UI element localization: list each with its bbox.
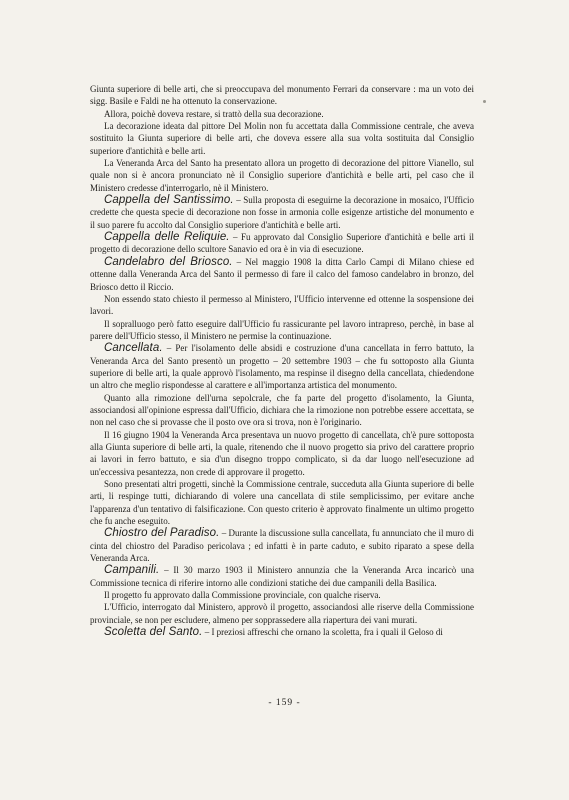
paragraph: Giunta superiore di belle arti, che si preoccupava del monumento Ferrari da conservare : ma un voto dei sigg. Basile e Faldi ne ha ottenuto la conservazione. [90, 84, 474, 107]
paragraph: Sono presentati altri progetti, sinchè la Commissione centrale, succeduta alla Giunta superiore di belle arti, li respinge tutti, dichiarando di volere una cancellata di stile semplicissimo, per evitare anche l'apparenza d'un tentativo di falsificazione. Con questo criterio è approvato finalmente un ultimo progetto che fu anche eseguito. [90, 479, 474, 527]
paragraph: Scoletta del Santo. – I preziosi affreschi che ornano la scoletta, fra i quali il Geloso di [104, 626, 443, 639]
paragraph: La decorazione ideata dal pittore Del Molin non fu accettata dalla Commissione centrale, che aveva sostituito la Giunta superiore di belle arti, che doveva essere alla sua volta sostituita dal Consiglio superiore d'antichità e belle arti. [90, 121, 474, 156]
paragraph: La Veneranda Arca del Santo ha presentato allora un progetto di decorazione del pittore Vianello, sul quale non si è ancora pronunciato nè il Consiglio superiore d'antichità e belle arti, pel caso che il Ministero credesse d'interrogarlo, nè il Ministero. [90, 158, 474, 193]
page-number: - 159 - [268, 698, 301, 708]
paragraph: Chiostro del Paradiso. – Durante la discussione sulla cancellata, fu annunciato che il muro di cinta del chiostro del Paradiso pericolava ; ed infatti è in parte caduto, e subito riparato a spese della Veneranda Arca. [90, 527, 475, 564]
margin-mark [483, 100, 486, 103]
section-heading: Scoletta del Santo. [104, 626, 203, 639]
paragraph: Il 16 giugno 1904 la Veneranda Arca presentava un nuovo progetto di cancellata, ch'è pure sottoposta alla Giunta superiore di belle arti, la quale, ritenendo che il nuovo progetto sia privo del carattere proprio ai lavori in ferro battuto, e sia d'un disegno troppo complicato, sì da dar luogo nell'esecuzione ad un'eccessiva pesantezza, non crede di approvare il progetto. [90, 429, 474, 477]
section-heading: Chiostro del Paradiso. [104, 527, 220, 540]
section-heading: Cappella delle Reliquie. [104, 231, 230, 244]
paragraph: Quanto alla rimozione dell'urna sepolcrale, che fa parte del progetto d'isolamento, la Giunta, associandosi all'opinione espressa dall'Ufficio, dichiara che la rimozione non potrebbe essere accettata, se non nel caso che si provasse che il posto ove ora si trova, non è l'originario. [90, 392, 474, 428]
paragraph: Non essendo stato chiesto il permesso al Ministero, l'Ufficio intervenne ed ottenne la sospensione dei lavori. [90, 293, 474, 317]
section-heading: Cancellata. [104, 342, 163, 355]
paragraph: Allora, poichè doveva restare, si trattò della sua decorazione. [104, 108, 324, 119]
paragraph: Il sopralluogo però fatto eseguire dall'Ufficio fu rassicurante pel lavoro intrapreso, perchè, in base al parere dell'Ufficio stesso, il Ministero ne permise la continuazione. [90, 318, 474, 341]
paragraph: L'Ufficio, interrogato dal Ministero, approvò il progetto, associandosi alle riserve della Commissione provinciale, se non per escludere, almeno per sopprassedere alla riapertura dei vani murati. [90, 602, 474, 625]
paragraph: Il progetto fu approvato dalla Commissione provinciale, con qualche riserva. [104, 590, 381, 601]
paragraph: Cappella delle Reliquie. – Fu approvato dal Consiglio Superiore d'antichità e belle arti il progetto di decorazione dello scultore Sanavio ed ora è in via di esecuzione. [90, 231, 474, 255]
section-heading: Cappella del Santissimo. [104, 194, 234, 207]
section-heading: Candelabro del Briosco. [104, 255, 233, 268]
section-heading: Campanili. [104, 564, 160, 577]
body-text [90, 83, 474, 638]
paragraph: Cappella del Santissimo. – Sulla proposta di eseguirne la decorazione in mosaico, l'Ufficio credette che questa specie di decorazione non fosse in armonia colle esigenze artistiche del monumento e il suo parere fu accolto dal Consiglio superiore d'antichità e belle arti. [90, 194, 475, 230]
paragraph: Candelabro del Briosco. – Nel maggio 1908 la ditta Carlo Campi di Milano chiese ed ottenne dalla Veneranda Arca del Santo il permesso di fare il calco del famoso candelabro in bronzo, del Briosco detto il Riccio. [90, 255, 474, 292]
paragraph: Cancellata. – Per l'isolamento delle absidi e costruzione d'una cancellata in ferro battuto, la Veneranda Arca del Santo presentò un progetto – 20 settembre 1903 – che fu sottoposto alla Giunta superiore di belle arti, la quale approvò l'isolamento, ma respinse il disegno della cancellata, chiedendone un altro che meglio rispondesse al carattere e all'importanza artistica del monumento. [90, 342, 475, 391]
paragraph: Campanili. – Il 30 marzo 1903 il Ministero annunzia che la Veneranda Arca incaricò una Commissione tecnica di riferire intorno alle condizioni statiche dei due campanili della Basilica. [90, 564, 474, 588]
